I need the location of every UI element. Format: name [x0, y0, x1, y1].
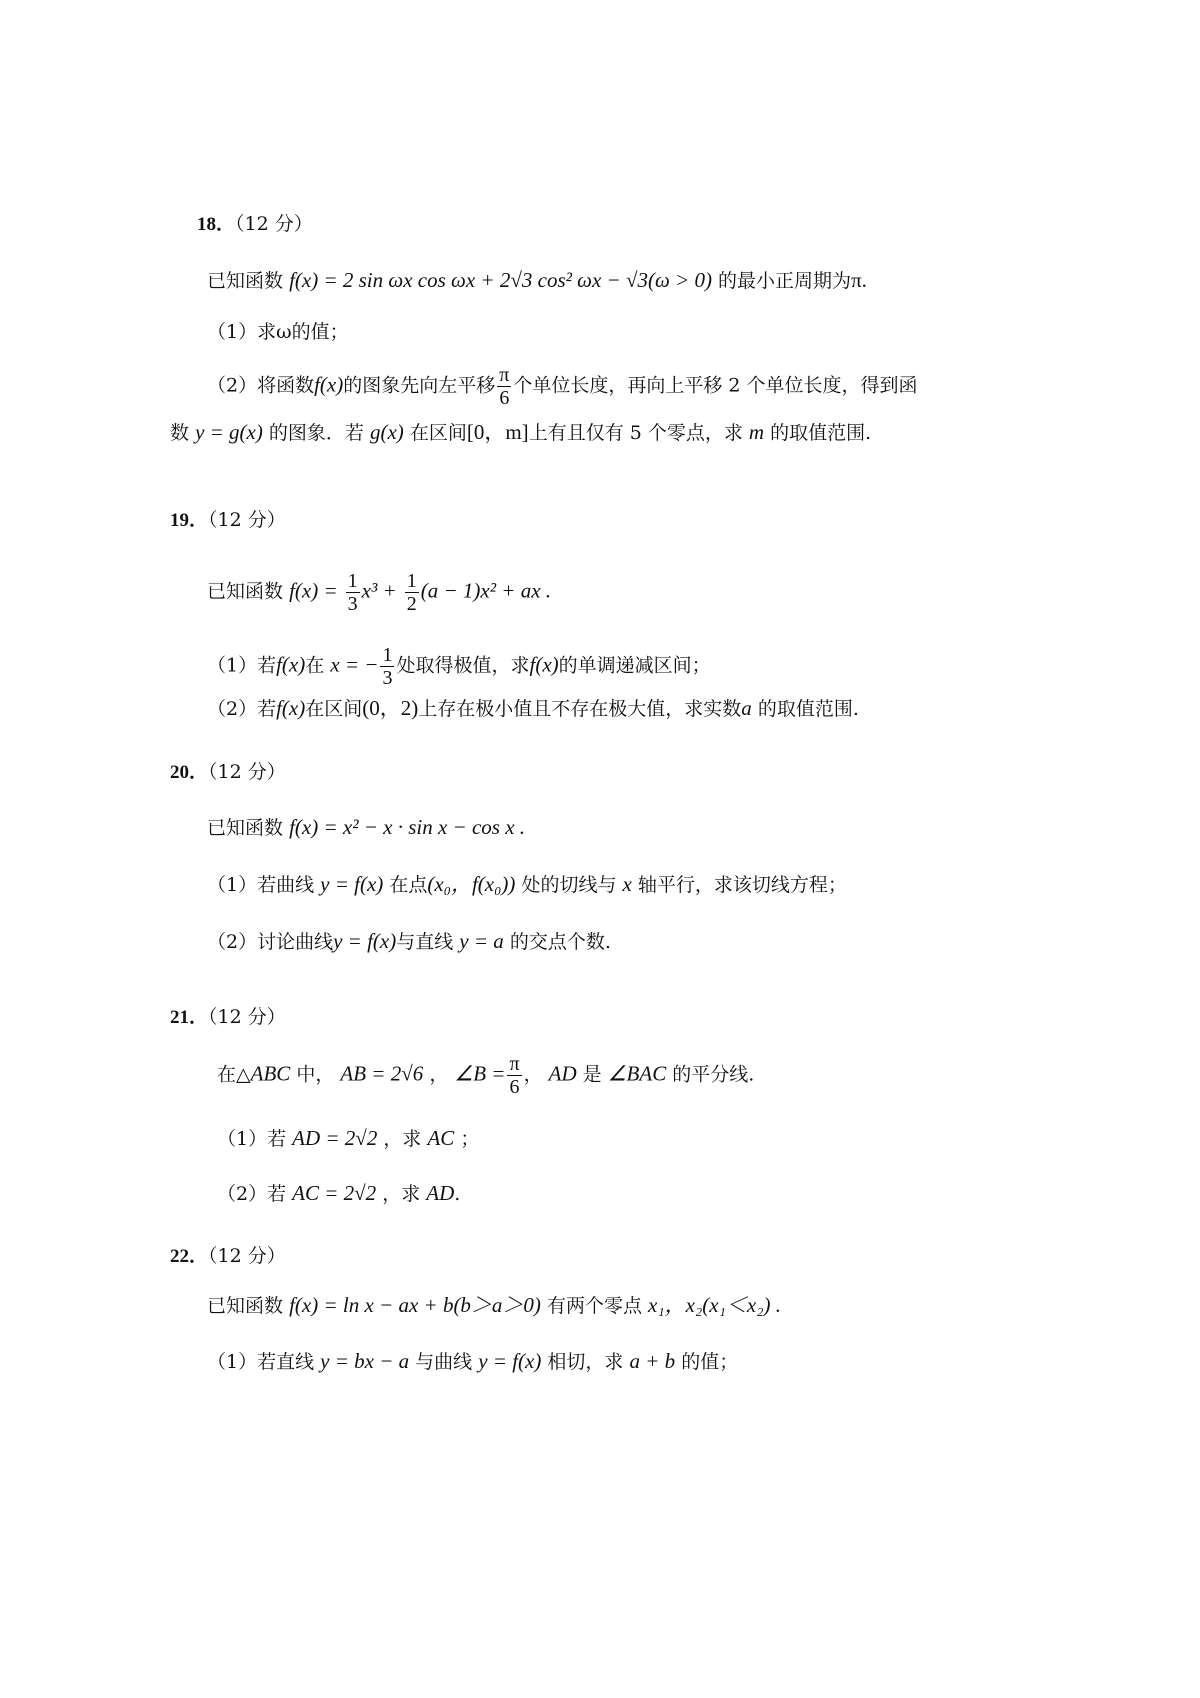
question-number: 18． — [197, 214, 236, 235]
q18-part1: （1）求ω的值； — [207, 321, 349, 343]
points: （12 分） — [235, 213, 313, 235]
q21-stem: 在△ABC 中， AB = 2√6 ， ∠B = $\frac{\pi}{6}$ ， AD 是 ∠BAC 的平分线. — [217, 1053, 755, 1098]
q20-header — [170, 760, 286, 785]
question-number: 21． — [170, 1007, 209, 1028]
q20-part2: （2）讨论曲线y = f(x)与直线 y = a 的交点个数. — [207, 929, 611, 953]
fraction-one-half: $\frac{1}{2}$ — [406, 570, 417, 615]
q22-stem: 已知函数 f(x) = ln x − ax + b(b＞a＞0) 有两个零点 x₁，x₂(x₁＜x₂) . — [207, 1293, 782, 1317]
q18-stem: 已知函数 f(x) = 2 sin ωx cos ωx + 2√3 cos² ωx − √3(ω > 0) 的最小正周期为π. — [207, 268, 867, 292]
q21-header — [170, 1005, 286, 1030]
fraction-one-third: $\frac{1}{3}$ — [382, 644, 393, 689]
points: （12 分） — [208, 1245, 286, 1267]
q19-stem: 已知函数 f(x) = $\frac{1}{3}$ x³ + $\frac{1}{2}$ (a − 1)x² + ax . — [207, 570, 552, 615]
question-number: 20． — [170, 762, 209, 783]
q20-part1: （1）若曲线 y = f(x) 在点(x₀，f(x₀)) 处的切线与 x 轴平行，求该切线方程； — [207, 872, 847, 896]
q19-part2: （2）若f(x)在区间(0，2)上存在极小值且不存在极大值，求实数a 的取值范围. — [207, 696, 859, 720]
q18-part2-line2: 数 y = g(x) 的图象．若 g(x) 在区间[0，m]上有且仅有 5 个零点，求 m 的取值范围. — [170, 420, 872, 444]
question-number: 22． — [170, 1246, 209, 1267]
q22-part1: （1）若直线 y = bx − a 与曲线 y = f(x) 相切，求 a + b 的值； — [207, 1349, 739, 1373]
points: （12 分） — [208, 1006, 286, 1028]
points: （12 分） — [208, 509, 286, 531]
fraction-pi-over-6: $\frac{\pi}{6}$ — [499, 364, 510, 409]
function-formula: f(x) = 2 sin ωx cos ωx + 2√3 cos² ωx − √3(ω > 0) — [289, 268, 712, 292]
q18-header — [197, 212, 313, 237]
q21-part1: （1）若 AD = 2√2 ，求 AC ； — [217, 1126, 480, 1150]
fraction-pi-over-6: $\frac{\pi}{6}$ — [509, 1053, 520, 1098]
fraction-one-third: $\frac{1}{3}$ — [347, 570, 358, 615]
q19-header — [170, 508, 286, 533]
q19-part1: （1）若f(x)在 x = − $\frac{1}{3}$ 处取得极值，求f(x)的单调递减区间； — [207, 644, 711, 689]
q22-header — [170, 1244, 286, 1269]
points: （12 分） — [208, 761, 286, 783]
q18-part2-line1: （2）将函数f(x)的图象先向左平移 $\frac{\pi}{6}$ 个单位长度，再向上平移 2 个单位长度，得到函 — [207, 364, 918, 409]
q20-stem: 已知函数 f(x) = x² − x · sin x − cos x . — [207, 815, 526, 839]
q21-part2: （2）若 AC = 2√2 ，求 AD. — [217, 1181, 461, 1205]
question-number: 19． — [170, 510, 209, 531]
